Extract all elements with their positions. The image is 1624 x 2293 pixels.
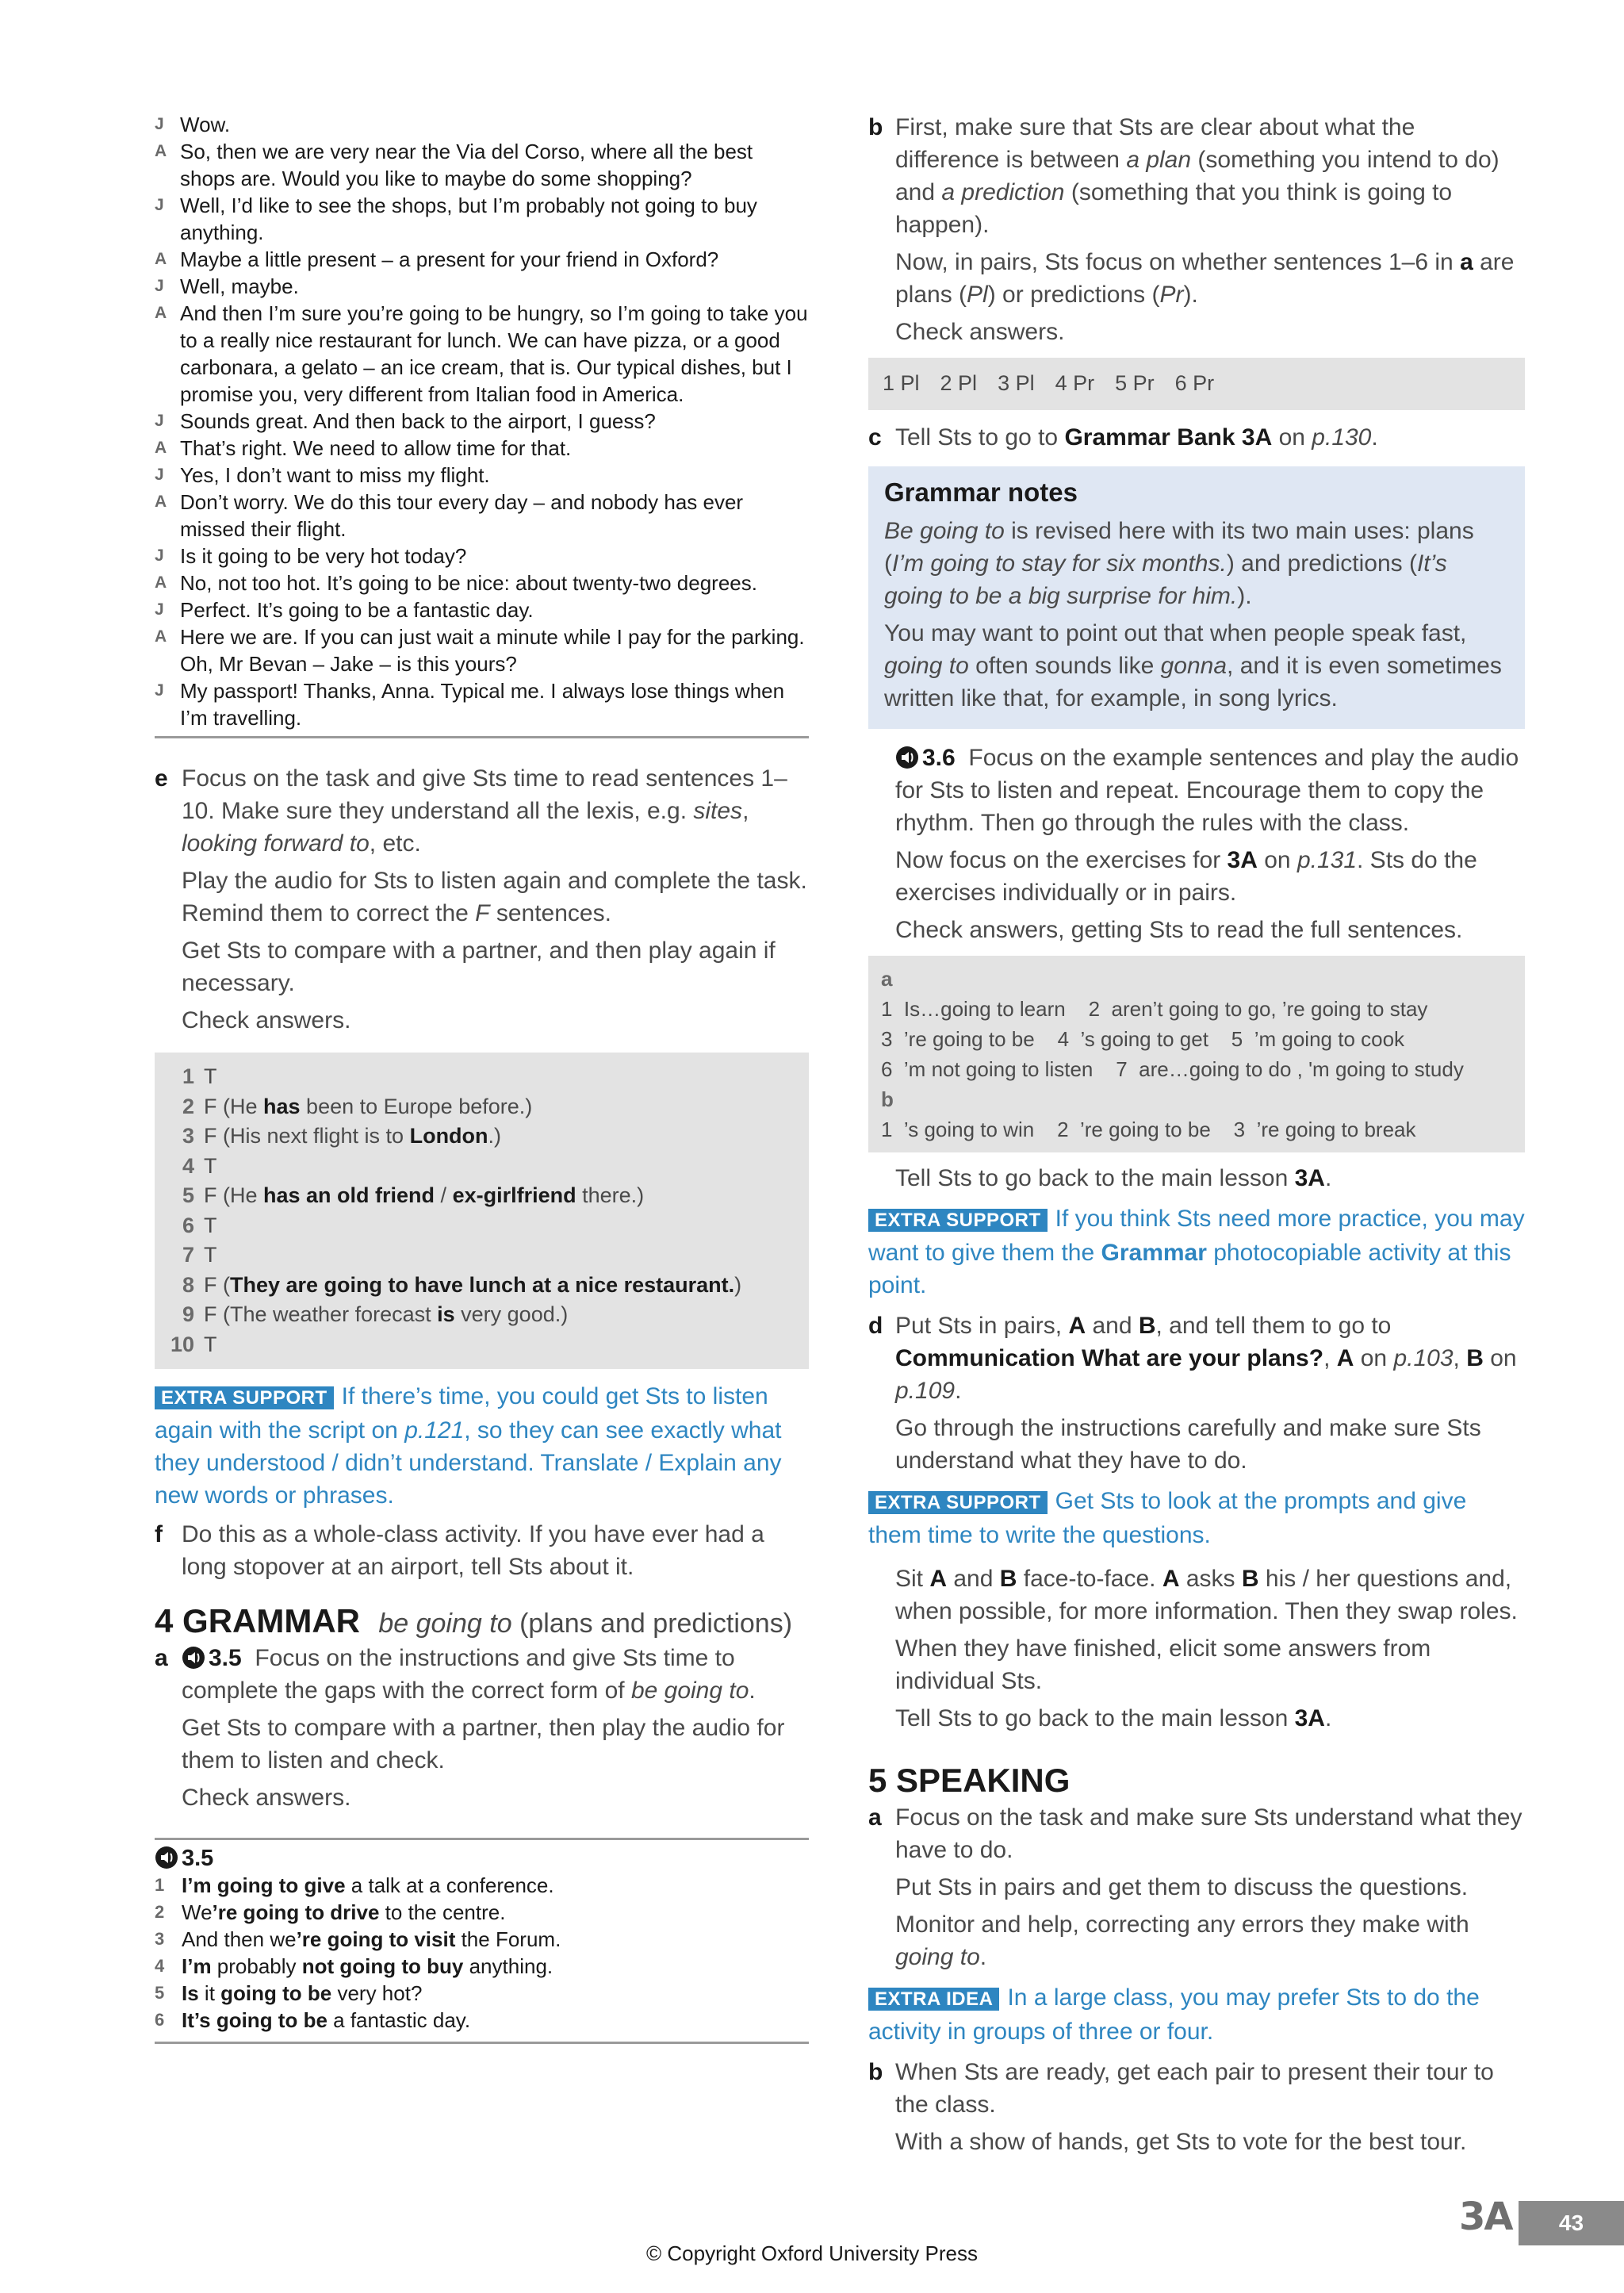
- answer-text: T: [204, 1243, 217, 1267]
- right-column: b First, make sure that Sts are clear about what the difference is between a plan (something you intend to do) and a prediction (something that you think is going to happen). Now, in pairs, Sts focus on whether sentences 1–6 in a are plans (Pl) or predictions (Pr). Check answers. 1 Pl 2 Pl 3 Pl 4 Pr 5 Pr 6 Pr c Tell Sts to go to Grammar Bank 3A on p.130. Grammar notes Be going to is revised here with its two main uses: plans (I’m going to stay for six months.) and predictions (It’s going to be a big surprise for him.). You may want to point out that when people speak fast, going to often sounds like gonna, and it is even sometimes written like that, for example, in song lyrics. 3.6 Focus on the example sentences and play the audio for Sts to listen and repeat. Encourage them to copy the rhythm. Then go through the rules with the class. Now focus on the exercises for 3A on p.131. Sts do the exercises individually or in pairs. Check answers, getting Sts to read the full sentences. a 1 Is…going to learn 2 aren’t going to go, ’re going to stay 3 ’re going to be 4 ’s going to get 5 ’m going to cook 6 ’m not going to listen 7 are…going to do , 'm going to study b 1 ’s going to win 2 ’re going to be 3 ’re going to break Tell Sts to go back to the main lesson 3A. EXTRA SUPPORT If you think Sts need more practice, you may want to give them the Grammar photocopiable activity at this point. d Put Sts in pairs, A and B, and tell them to go to Communication What are your plans?, A on p.103, B on p.109. Go through the instructions carefully and make sure Sts understand what they have to do. EXTRA SUPPORT Get Sts to look at the prompts and give them time to write the questions. Sit A and B face-to-face. A asks B his / her questions and, when possible, for more information. Then they swap roles. When they have finished, elicit some answers from individual Sts. Tell Sts to go back to the main lesson 3A. 5 SPEAKING a Focus on the task and make sure Sts understand what they have to do. Put Sts in pairs and get them to discuss the questions. Monitor and help, correcting any errors they make with going to. EXTRA IDEA In a large class, you may prefer Sts to do the activity in groups of three or four. b When Sts are ready, get each pair to present their tour to the class. With a show of hands, get Sts to vote for the best tour.: [868, 111, 1525, 2158]
- extra-support-badge: EXTRA SUPPORT: [868, 1209, 1048, 1232]
- transcript-line: [155, 569, 809, 596]
- audio-3-6-section: 3.6 Focus on the example sentences and play the audio for Sts to listen and repeat. Encourage them to copy the rhythm. Then go through the rules with the class. Now focus on the exercises for 3A on p.131. Sts do the exercises individually or in pairs. Check answers, getting Sts to read the full sentences.: [895, 744, 1519, 943]
- script-number: 1: [155, 1875, 165, 1895]
- answer-number: 8: [182, 1272, 194, 1297]
- speaker-label: A: [155, 627, 167, 646]
- answer-text: F (His next flight is to London.): [204, 1124, 502, 1148]
- extra-support-note-questions: EXTRA SUPPORT Get Sts to look at the prompts and give them time to write the questions.: [868, 1487, 1467, 1548]
- answer-number: 7: [182, 1243, 194, 1267]
- answer-item: 2 Pl: [940, 371, 978, 395]
- unit-label: 3A: [1459, 2195, 1512, 2239]
- transcript-line: [155, 623, 809, 677]
- script-number: 6: [155, 2010, 165, 2030]
- transcript-line: [155, 192, 809, 246]
- exercise-e-text-3: Get Sts to compare with a partner, and then play again if necessary.: [182, 938, 776, 996]
- answer-row: [166, 1152, 798, 1182]
- transcript-line: [155, 138, 809, 192]
- section-heading-grammar: 4 GRAMMAR be going to (plans and predictions): [155, 1602, 793, 1639]
- answer-number: 4: [182, 1153, 194, 1178]
- script-line: 6 It’s going to be a fantastic day.: [155, 2008, 471, 2032]
- answer-number: 6: [182, 1213, 194, 1237]
- exercise-e-text-2: Play the audio for Sts to listen again and complete the task. Remind them to correct the F sentences.: [182, 868, 807, 926]
- answer-text: F (The weather forecast is very good.): [204, 1302, 569, 1326]
- extra-support-note: EXTRA SUPPORT If there’s time, you could get Sts to listen again with the script on p.121, so they can see exactly what they understood / didn’t understand. Translate / Explain any new words or phrases.: [155, 1383, 782, 1509]
- transcript-text: And then I’m sure you’re going to be hungry, so I’m going to take you to a really nice restaurant for lunch. We can have pizza, or a good carbonara, a gelato – an ice cream, that is. Our typical dishes, but I promise you, very different from Italian food in America.: [180, 301, 808, 406]
- script-line: 3 And then we’re going to visit the Forum.: [155, 1927, 561, 1951]
- transcript-text: Sounds great. And then back to the airport, I guess?: [180, 409, 656, 433]
- copyright-notice: © Copyright Oxford University Press: [646, 2241, 978, 2265]
- script-line: 1 I’m going to give a talk at a conference.: [155, 1873, 554, 1897]
- exercise-f: f Do this as a whole-class activity. If you have ever had a long stopover at an airport, tell Sts about it.: [155, 1521, 764, 1580]
- speaker-label: J: [155, 196, 164, 214]
- grammar-bank-answer-line: 1 Is…going to learn 2 aren’t going to go, ’re going to stay: [881, 996, 1428, 1021]
- exercise-c: c Tell Sts to go to Grammar Bank 3A on p.130.: [868, 424, 1378, 451]
- transcript-line: [155, 543, 809, 569]
- answer-row: [166, 1181, 798, 1211]
- transcript-text: Is it going to be very hot today?: [180, 544, 467, 568]
- extra-support-badge: EXTRA SUPPORT: [868, 1491, 1048, 1514]
- transcript-line: [155, 596, 809, 623]
- answer-row: [166, 1271, 798, 1301]
- speaker-label: J: [155, 546, 164, 565]
- script-number: 5: [155, 1983, 165, 2003]
- answer-box-e: [155, 1053, 809, 1369]
- left-column: [155, 111, 809, 2044]
- speaking-exercise-b: b When Sts are ready, get each pair to present their tour to the class. With a show of hands, get Sts to vote for the best tour.: [868, 2058, 1494, 2155]
- answer-text: T: [204, 1332, 217, 1356]
- exercise-b: b First, make sure that Sts are clear about what the difference is between a plan (something you intend to do) and a prediction (something that you think is going to happen). Now, in pairs, Sts focus on whether sentences 1–6 in a are plans (Pl) or predictions (Pr). Check answers.: [868, 114, 1515, 345]
- page-ref: p.121: [404, 1417, 465, 1444]
- audio-script-3-5: 3.5 1 I’m going to give a talk at a conference. 2 We’re going to drive to the centre. 3 And then we’re going to visit the Forum. 4 I’m probably not going to buy anything. 5 Is it going to be very hot? 6 It’s going to be a fantastic day.: [155, 1838, 809, 2044]
- answer-text: T: [204, 1213, 217, 1237]
- speaker-label: A: [155, 142, 167, 160]
- grammar-bank-answer-line: 6 ’m not going to listen 7 are…going to do , 'm going to study: [881, 1056, 1464, 1081]
- speaker-label: J: [155, 115, 164, 133]
- speaker-label: A: [155, 573, 167, 592]
- grammar-notes-box: Grammar notes Be going to is revised here with its two main uses: plans (I’m going to stay for six months.) and predictions (It’s going to be a big surprise for him.). You may want to point out that when people speak fast, going to often sounds like gonna, and it is even sometimes written like that, for example, in song lyrics.: [868, 466, 1525, 729]
- transcript-line: [155, 246, 809, 273]
- transcript-text: Yes, I don’t want to miss my flight.: [180, 463, 490, 487]
- answer-text: F (He has been to Europe before.): [204, 1094, 533, 1118]
- transcript-line: [155, 273, 809, 300]
- audio-icon[interactable]: [155, 1846, 178, 1869]
- exercise-e: e Focus on the task and give Sts time to read sentences 1–10. Make sure they understand all the lexis, e.g. sites, looking forward to, etc. Play the audio for Sts to listen again and complete the task. Remind them to correct the F sentences. Get Sts to compare with a partner, and then play again if necessary. Check answers.: [155, 762, 809, 1037]
- extra-support-badge: EXTRA SUPPORT: [155, 1386, 334, 1409]
- transcript-text: Maybe a little present – a present for your friend in Oxford?: [180, 247, 719, 271]
- answer-number: 3: [182, 1124, 194, 1148]
- transcript-line: [155, 677, 809, 731]
- speaker-label: J: [155, 466, 164, 484]
- transcript-line: [155, 300, 809, 408]
- script-number: 3: [155, 1929, 165, 1949]
- grammar-bank-answer-line: 3 ’re going to be 4 ’s going to get 5 ’m going to cook: [881, 1026, 1405, 1051]
- script-line: 5 Is it going to be very hot?: [155, 1981, 423, 2005]
- speaker-label: A: [155, 304, 167, 322]
- transcript-text: My passport! Thanks, Anna. Typical me. I always lose things when I’m travelling.: [180, 679, 785, 730]
- answer-row: [166, 1092, 798, 1122]
- exercise-e-text-1: Focus on the task and give Sts time to read sentences 1–10. Make sure they understand all the lexis, e.g. sites, looking forward to, etc.: [182, 765, 787, 857]
- script-number: 4: [155, 1956, 165, 1976]
- answer-text: F (He has an old friend / ex-girlfriend there.): [204, 1183, 645, 1207]
- speaker-label: J: [155, 681, 164, 700]
- answer-row: [166, 1300, 798, 1330]
- answer-number: 10: [170, 1332, 194, 1356]
- transcript-text: So, then we are very near the Via del Corso, where all the best shops are. Would you like to maybe do some shopping?: [180, 140, 753, 190]
- transcript-line: [155, 462, 809, 489]
- speaker-label: A: [155, 493, 167, 511]
- extra-idea-badge: EXTRA IDEA: [868, 1988, 999, 2011]
- answer-row: [166, 1240, 798, 1271]
- speaker-label: A: [155, 439, 167, 457]
- answer-box-grammar-bank: a 1 Is…going to learn 2 aren’t going to go, ’re going to stay 3 ’re going to be 4 ’s going to get 5 ’m going to cook 6 ’m not going to listen 7 are…going to do , 'm going to study b 1 ’s going to win 2 ’re going to be 3 ’re going to break: [868, 956, 1525, 1152]
- page-number: 43: [1519, 2201, 1624, 2245]
- script-line: 4 I’m probably not going to buy anything.: [155, 1954, 553, 1978]
- speaker-label: J: [155, 277, 164, 295]
- transcript-text: Perfect. It’s going to be a fantastic day.: [180, 598, 534, 622]
- answer-box-b: [868, 358, 1525, 410]
- answer-number: 2: [182, 1094, 194, 1118]
- answer-item: 5 Pr: [1115, 371, 1155, 395]
- answer-number: 9: [182, 1302, 194, 1326]
- section-heading-speaking: 5 SPEAKING: [868, 1761, 1071, 1799]
- audio-transcript: [155, 111, 809, 731]
- transcript-text: Don’t worry. We do this tour every day – and nobody has ever missed their flight.: [180, 490, 744, 541]
- extra-support-note-grammar: EXTRA SUPPORT If you think Sts need more practice, you may want to give them the Grammar photocopiable activity at this point.: [868, 1205, 1525, 1298]
- answer-item: 4 Pr: [1055, 371, 1095, 395]
- exercise-d: d Put Sts in pairs, A and B, and tell them to go to Communication What are your plans?, A on p.103, B on p.109. Go through the instructions carefully and make sure Sts understand what they have to do.: [868, 1312, 1517, 1474]
- answer-number: 5: [182, 1183, 194, 1207]
- answer-item: 1 Pl: [883, 371, 920, 395]
- answer-item: 3 Pl: [998, 371, 1035, 395]
- transcript-line: [155, 489, 809, 543]
- answer-row: [166, 1211, 798, 1241]
- transcript-text: Wow.: [180, 113, 231, 136]
- answer-text: F (They are going to have lunch at a nice restaurant.): [204, 1272, 742, 1297]
- answer-row: [166, 1122, 798, 1152]
- transcript-text: Here we are. If you can just wait a minute while I pay for the parking. Oh, Mr Bevan – Jake – is this yours?: [180, 625, 805, 676]
- answer-row: [166, 1330, 798, 1360]
- exercise-grammar-a: a 3.5 Focus on the instructions and give Sts time to complete the gaps with the correct form of be going to. Get Sts to compare with a partner, then play the audio for them to listen and check. Check answers.: [155, 1645, 785, 1811]
- transcript-text: No, not too hot. It’s going to be nice: about twenty-two degrees.: [180, 571, 757, 595]
- transcript-text: Well, I’d like to see the shops, but I’m probably not going to buy anything.: [180, 194, 757, 244]
- transcript-text: Well, maybe.: [180, 274, 299, 298]
- answer-item: 6 Pr: [1174, 371, 1215, 395]
- answer-row: [166, 1062, 798, 1092]
- audio-icon[interactable]: [182, 1646, 205, 1670]
- transcript-line: [155, 435, 809, 462]
- speaker-label: A: [155, 250, 167, 268]
- exercise-e-text-4: Check answers.: [182, 1007, 351, 1033]
- script-line: 2 We’re going to drive to the centre.: [155, 1900, 506, 1924]
- answer-text: T: [204, 1064, 217, 1088]
- transcript-line: [155, 111, 809, 138]
- speaker-label: J: [155, 600, 164, 619]
- script-number: 2: [155, 1902, 165, 1922]
- extra-idea-note: EXTRA IDEA In a large class, you may prefer Sts to do the activity in groups of three or four.: [868, 1984, 1480, 2045]
- divider: [155, 736, 809, 738]
- speaker-label: J: [155, 412, 164, 430]
- audio-icon[interactable]: [895, 746, 919, 769]
- answer-text: T: [204, 1153, 217, 1178]
- transcript-line: [155, 408, 809, 435]
- transcript-text: That’s right. We need to allow time for that.: [180, 436, 572, 460]
- speaking-exercise-a: a Focus on the task and make sure Sts understand what they have to do. Put Sts in pairs and get them to discuss the questions. Monitor and help, correcting any errors they make with going to.: [868, 1804, 1522, 1970]
- answer-number: 1: [182, 1064, 194, 1088]
